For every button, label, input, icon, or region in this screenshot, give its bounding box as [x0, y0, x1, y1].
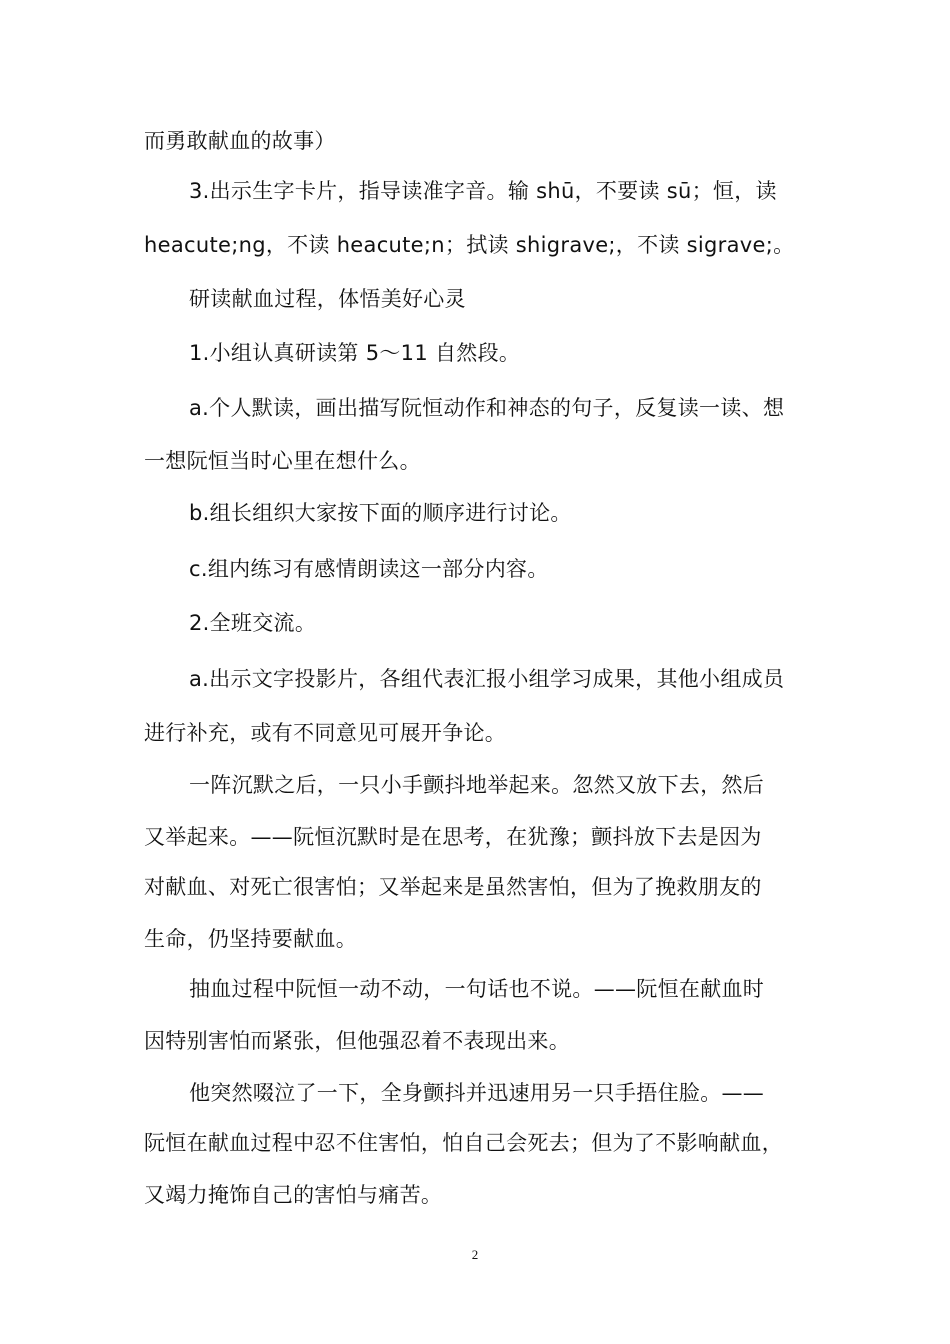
paragraph-line: a.出示文字投影片，各组代表汇报小组学习成果，其他小组成员	[189, 667, 785, 691]
paragraph-line: 他突然啜泣了一下，全身颤抖并迅速用另一只手捂住脸。——	[189, 1081, 765, 1105]
paragraph-line: 3.出示生字卡片，指导读准字音。输 shū，不要读 sū；恒，读	[189, 179, 777, 203]
paragraph-line: 又竭力掩饰自己的害怕与痛苦。	[144, 1183, 443, 1207]
paragraph-line: a.个人默读，画出描写阮恒动作和神态的句子，反复读一读、想	[189, 396, 785, 420]
paragraph-line: b.组长组织大家按下面的顺序进行讨论。	[189, 501, 572, 525]
paragraph-line: 一想阮恒当时心里在想什么。	[144, 449, 421, 473]
paragraph-line: 因特别害怕而紧张，但他强忍着不表现出来。	[144, 1029, 570, 1053]
paragraph-line: 2.全班交流。	[189, 611, 317, 635]
paragraph-line: 阮恒在献血过程中忍不住害怕，怕自己会死去；但为了不影响献血，	[144, 1131, 783, 1155]
paragraph-line: c.组内练习有感情朗读这一部分内容。	[189, 557, 549, 581]
paragraph-line: 进行补充，或有不同意见可展开争论。	[144, 721, 507, 745]
paragraph-line: 一阵沉默之后，一只小手颤抖地举起来。忽然又放下去，然后	[189, 773, 765, 797]
section-heading: 研读献血过程，体悟美好心灵	[189, 287, 466, 311]
paragraph-line: 生命，仍坚持要献血。	[144, 927, 357, 951]
paragraph-line: 而勇敢献血的故事）	[144, 129, 336, 153]
paragraph-line: 对献血、对死亡很害怕；又举起来是虽然害怕，但为了挽救朋友的	[144, 875, 762, 899]
paragraph-line: 抽血过程中阮恒一动不动，一句话也不说。——阮恒在献血时	[189, 977, 765, 1001]
paragraph-line: 1.小组认真研读第 5～11 自然段。	[189, 341, 521, 365]
page-number: 2	[471, 1247, 479, 1262]
paragraph-line: 又举起来。——阮恒沉默时是在思考，在犹豫；颤抖放下去是因为	[144, 825, 762, 849]
paragraph-line: heacute;ng，不读 heacute;n；拭读 shigrave;，不读 sigrave;。	[144, 233, 795, 257]
